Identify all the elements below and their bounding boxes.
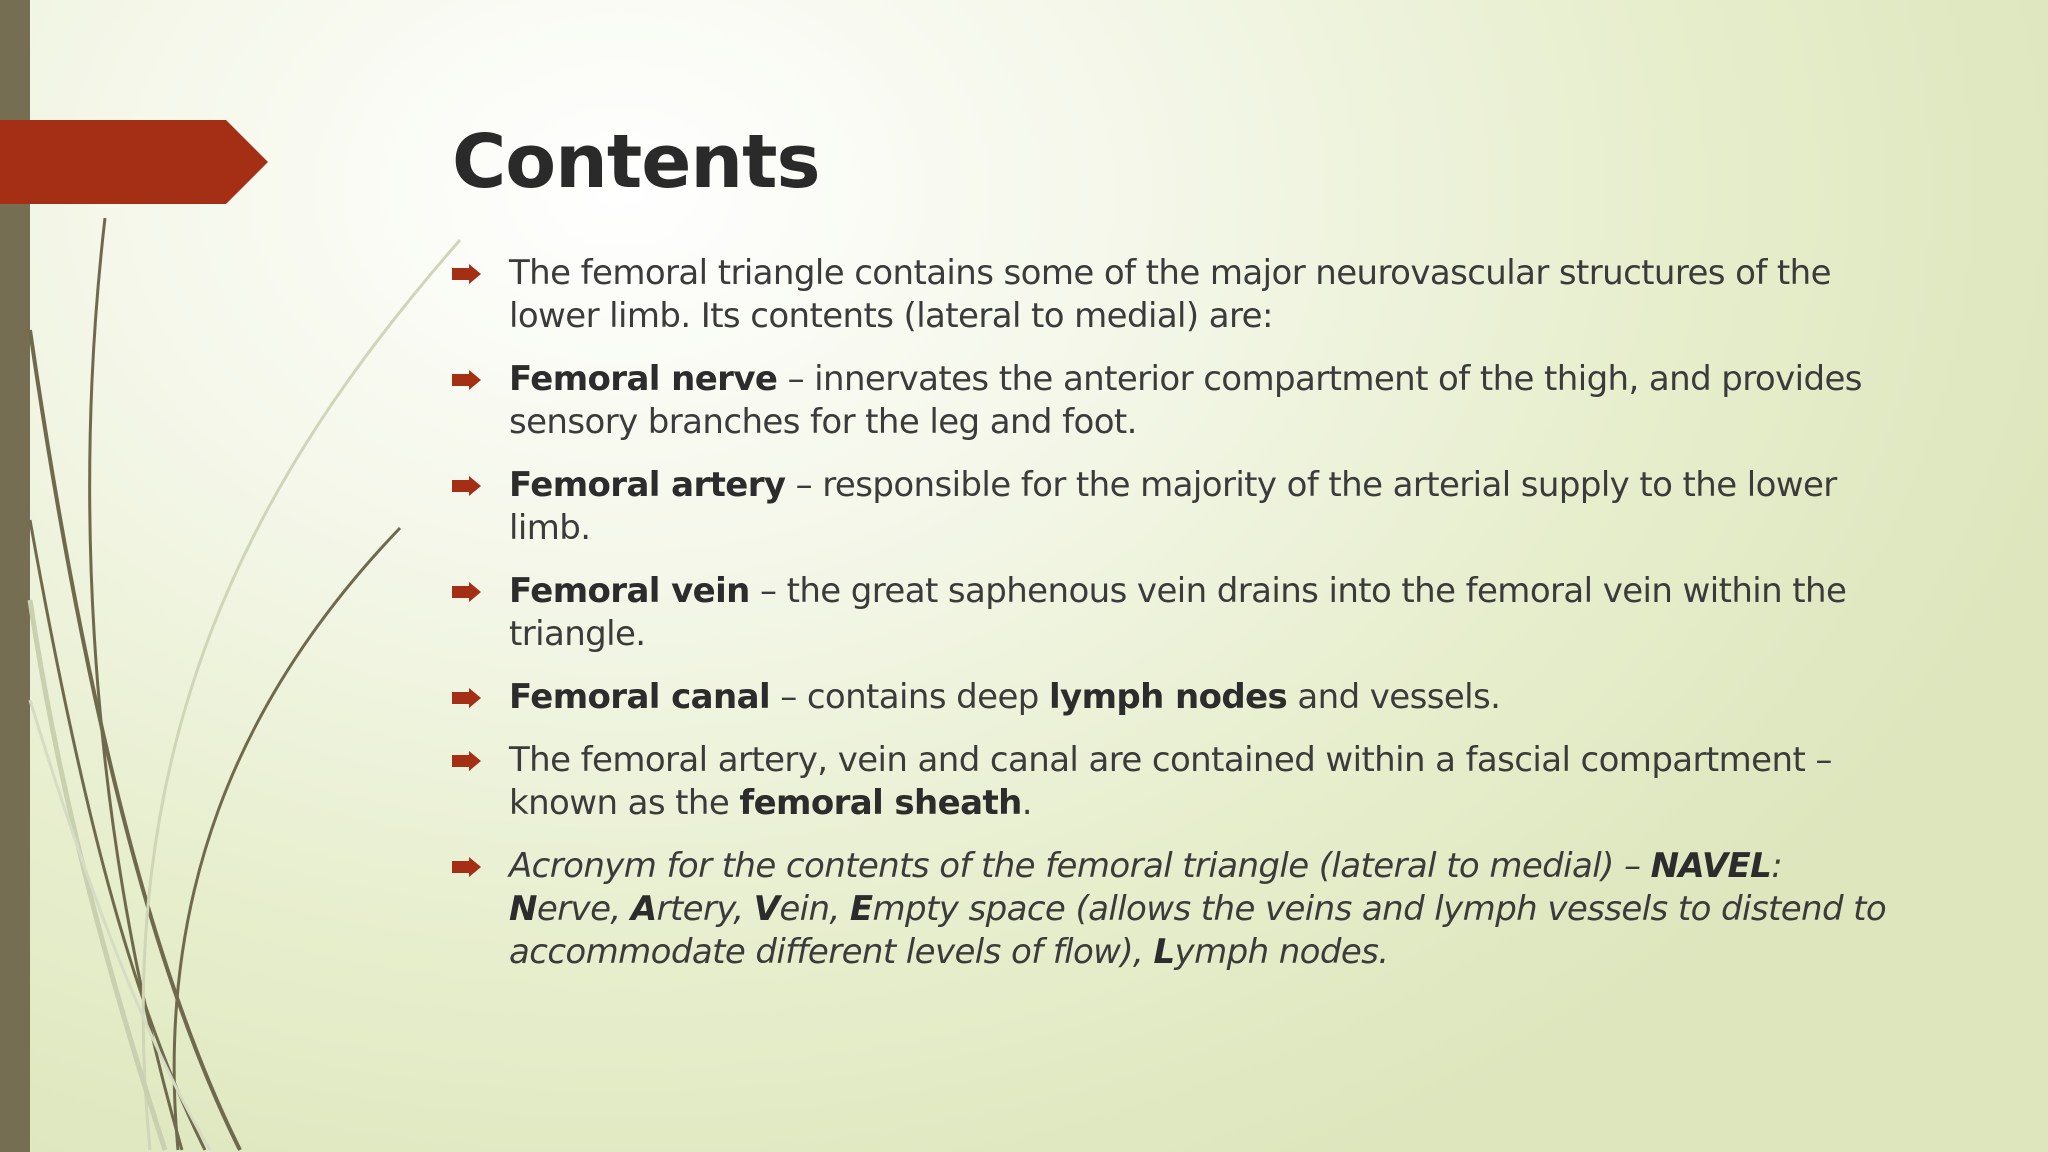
acronym-letter-a: A (630, 889, 657, 929)
acronym-navel: NAVEL (1650, 846, 1772, 886)
right-arrow-icon (452, 370, 481, 390)
right-arrow-icon (452, 476, 481, 496)
list-item (452, 739, 1892, 825)
acronym-word-vein: ein, (779, 889, 850, 929)
bullet-text: – innervates the anterior compartment of the thigh, and provides sensory branches for the leg and foot. (509, 359, 1862, 442)
acronym-word-lymph-nodes: ymph nodes. (1174, 932, 1389, 972)
bullet-term: Femoral nerve (509, 359, 778, 399)
acronym-word-artery: rtery, (656, 889, 754, 929)
page-title: Contents (452, 119, 820, 205)
bullet-term: Femoral artery (509, 465, 786, 505)
bullet-text: Acronym for the contents of the femoral triangle (lateral to medial) – (509, 846, 1651, 886)
acronym-word-empty-space: mpty space (allows the veins and lymph vessels to distend to accommodate different levels of flow), (509, 889, 1887, 972)
bullet-text: . (1021, 783, 1032, 823)
acronym-letter-n: N (509, 889, 537, 929)
acronym-letter-l: L (1153, 932, 1175, 972)
bullet-text: – contains deep (770, 677, 1049, 717)
list-item (452, 358, 1892, 444)
bullet-text: The femoral artery, vein and canal are contained within a fascial compartment – known as the (509, 740, 1832, 823)
acronym-colon: : (1771, 846, 1783, 886)
title-accent-arrow (0, 120, 268, 204)
list-item (452, 570, 1892, 656)
acronym-letter-v: V (753, 889, 780, 929)
right-arrow-icon (452, 857, 481, 877)
right-arrow-icon (452, 688, 481, 708)
bullet-text: – the great saphenous vein drains into the femoral vein within the triangle. (509, 571, 1847, 654)
acronym-word-nerve: erve, (536, 889, 631, 929)
bullet-text: – responsible for the majority of the arterial supply to the lower limb. (509, 465, 1837, 548)
bullet-text: and vessels. (1287, 677, 1501, 717)
bullet-text: The femoral triangle contains some of the major neurovascular structures of the lower limb. Its contents (lateral to medial) are: (509, 253, 1831, 336)
bullet-term: Femoral vein (509, 571, 750, 611)
bullet-term-secondary: lymph nodes (1048, 677, 1288, 717)
right-arrow-icon (452, 751, 481, 771)
content-bullet-list (452, 252, 1892, 994)
list-item (452, 252, 1892, 338)
bullet-term: Femoral canal (509, 677, 770, 717)
right-arrow-icon (452, 264, 481, 284)
list-item (452, 464, 1892, 550)
acronym-letter-e: E (849, 889, 873, 929)
list-item (452, 676, 1892, 719)
bullet-term: femoral sheath (739, 783, 1022, 823)
right-arrow-icon (452, 582, 481, 602)
list-item-acronym (452, 845, 1892, 974)
